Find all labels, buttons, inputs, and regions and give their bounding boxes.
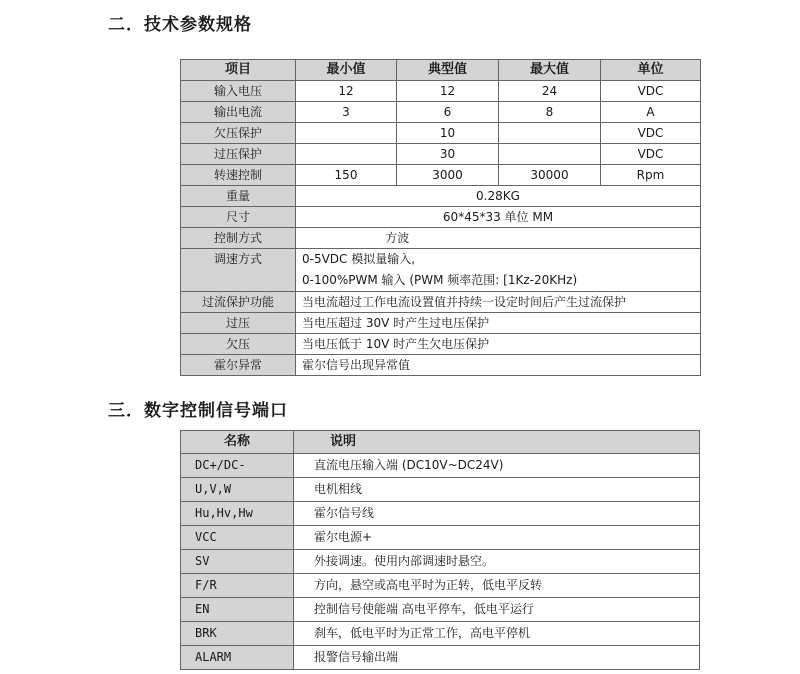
min-value [296, 123, 397, 144]
table-row [181, 526, 700, 550]
max-value: 30000 [499, 165, 601, 186]
row-label: 重量 [181, 186, 296, 207]
table-row [181, 622, 700, 646]
table-row [181, 454, 700, 478]
section-3-heading: 三．数字控制信号端口 [108, 401, 288, 421]
typ-value: 6 [397, 102, 499, 123]
port-desc: 方向，悬空或高电平时为正转，低电平反转 [294, 574, 700, 598]
weight-value: 0.28KG [296, 186, 701, 207]
control-filler [499, 228, 701, 249]
row-label: 控制方式 [181, 228, 296, 249]
min-value: 150 [296, 165, 397, 186]
min-value: 12 [296, 81, 397, 102]
unit-value: Rpm [601, 165, 701, 186]
row-label: 输入电压 [181, 81, 296, 102]
table-row [181, 123, 701, 144]
table-row [181, 228, 701, 249]
port-name: BRK [181, 622, 294, 646]
header-max: 最大值 [499, 60, 601, 81]
max-value: 24 [499, 81, 601, 102]
header-desc: 说明 [294, 431, 700, 454]
table-row [181, 165, 701, 186]
table-row [181, 102, 701, 123]
table-row [181, 598, 700, 622]
max-value: 8 [499, 102, 601, 123]
control-value: 方波 [296, 228, 499, 249]
row-label: 过压 [181, 313, 296, 334]
ports-header-row [181, 431, 700, 454]
min-value [296, 144, 397, 165]
size-value: 60*45*33 单位 MM [296, 207, 701, 228]
typ-value: 12 [397, 81, 499, 102]
port-desc: 霍尔电源+ [294, 526, 700, 550]
row-label: 输出电流 [181, 102, 296, 123]
hall-value: 霍尔信号出现异常值 [296, 355, 701, 376]
row-label: 调速方式 [181, 249, 296, 292]
table-row [181, 207, 701, 228]
table-row [181, 81, 701, 102]
table-row [181, 574, 700, 598]
row-label: 尺寸 [181, 207, 296, 228]
row-label: 转速控制 [181, 165, 296, 186]
table-row [181, 334, 701, 355]
port-name: EN [181, 598, 294, 622]
table-row [181, 186, 701, 207]
overvoltage-value: 当电压超过 30V 时产生过电压保护 [296, 313, 701, 334]
header-typ: 典型值 [397, 60, 499, 81]
table-row [181, 249, 701, 292]
unit-value: VDC [601, 123, 701, 144]
port-desc: 控制信号使能端 高电平停车，低电平运行 [294, 598, 700, 622]
header-item: 项目 [181, 60, 296, 81]
unit-value: A [601, 102, 701, 123]
row-label: 霍尔异常 [181, 355, 296, 376]
table-row [181, 144, 701, 165]
port-desc: 报警信号输出端 [294, 646, 700, 670]
port-name: Hu,Hv,Hw [181, 502, 294, 526]
port-desc: 外接调速。使用内部调速时悬空。 [294, 550, 700, 574]
port-desc: 刹车，低电平时为正常工作，高电平停机 [294, 622, 700, 646]
port-name: U,V,W [181, 478, 294, 502]
table-row [181, 313, 701, 334]
table-row [181, 646, 700, 670]
table-row [181, 478, 700, 502]
table-row [181, 550, 700, 574]
max-value [499, 144, 601, 165]
port-name: ALARM [181, 646, 294, 670]
spec-table [180, 59, 701, 376]
port-name: DC+/DC- [181, 454, 294, 478]
speed-line-1: 0-5VDC 模拟量输入, [302, 252, 416, 266]
row-label: 过流保护功能 [181, 292, 296, 313]
table-row [181, 355, 701, 376]
port-desc: 电机相线 [294, 478, 700, 502]
max-value [499, 123, 601, 144]
typ-value: 3000 [397, 165, 499, 186]
unit-value: VDC [601, 144, 701, 165]
row-label: 过压保护 [181, 144, 296, 165]
unit-value: VDC [601, 81, 701, 102]
port-name: F/R [181, 574, 294, 598]
speed-line-2: 0-100%PWM 输入 (PWM 频率范围: [1Kz-20KHz) [302, 273, 578, 287]
overcurrent-value: 当电流超过工作电流设置值并持续一设定时间后产生过流保护 [296, 292, 701, 313]
row-label: 欠压保护 [181, 123, 296, 144]
spec-header-row [181, 60, 701, 81]
speed-value [296, 249, 701, 292]
section-2-heading: 二．技术参数规格 [108, 15, 252, 35]
header-min: 最小值 [296, 60, 397, 81]
ports-table [180, 430, 700, 670]
row-label: 欠压 [181, 334, 296, 355]
port-desc: 霍尔信号线 [294, 502, 700, 526]
table-row [181, 502, 700, 526]
header-unit: 单位 [601, 60, 701, 81]
port-desc: 直流电压输入端 (DC10V~DC24V) [294, 454, 700, 478]
table-row [181, 292, 701, 313]
header-name: 名称 [181, 431, 294, 454]
port-name: VCC [181, 526, 294, 550]
undervoltage-value: 当电压低于 10V 时产生欠电压保护 [296, 334, 701, 355]
min-value: 3 [296, 102, 397, 123]
typ-value: 30 [397, 144, 499, 165]
port-name: SV [181, 550, 294, 574]
typ-value: 10 [397, 123, 499, 144]
